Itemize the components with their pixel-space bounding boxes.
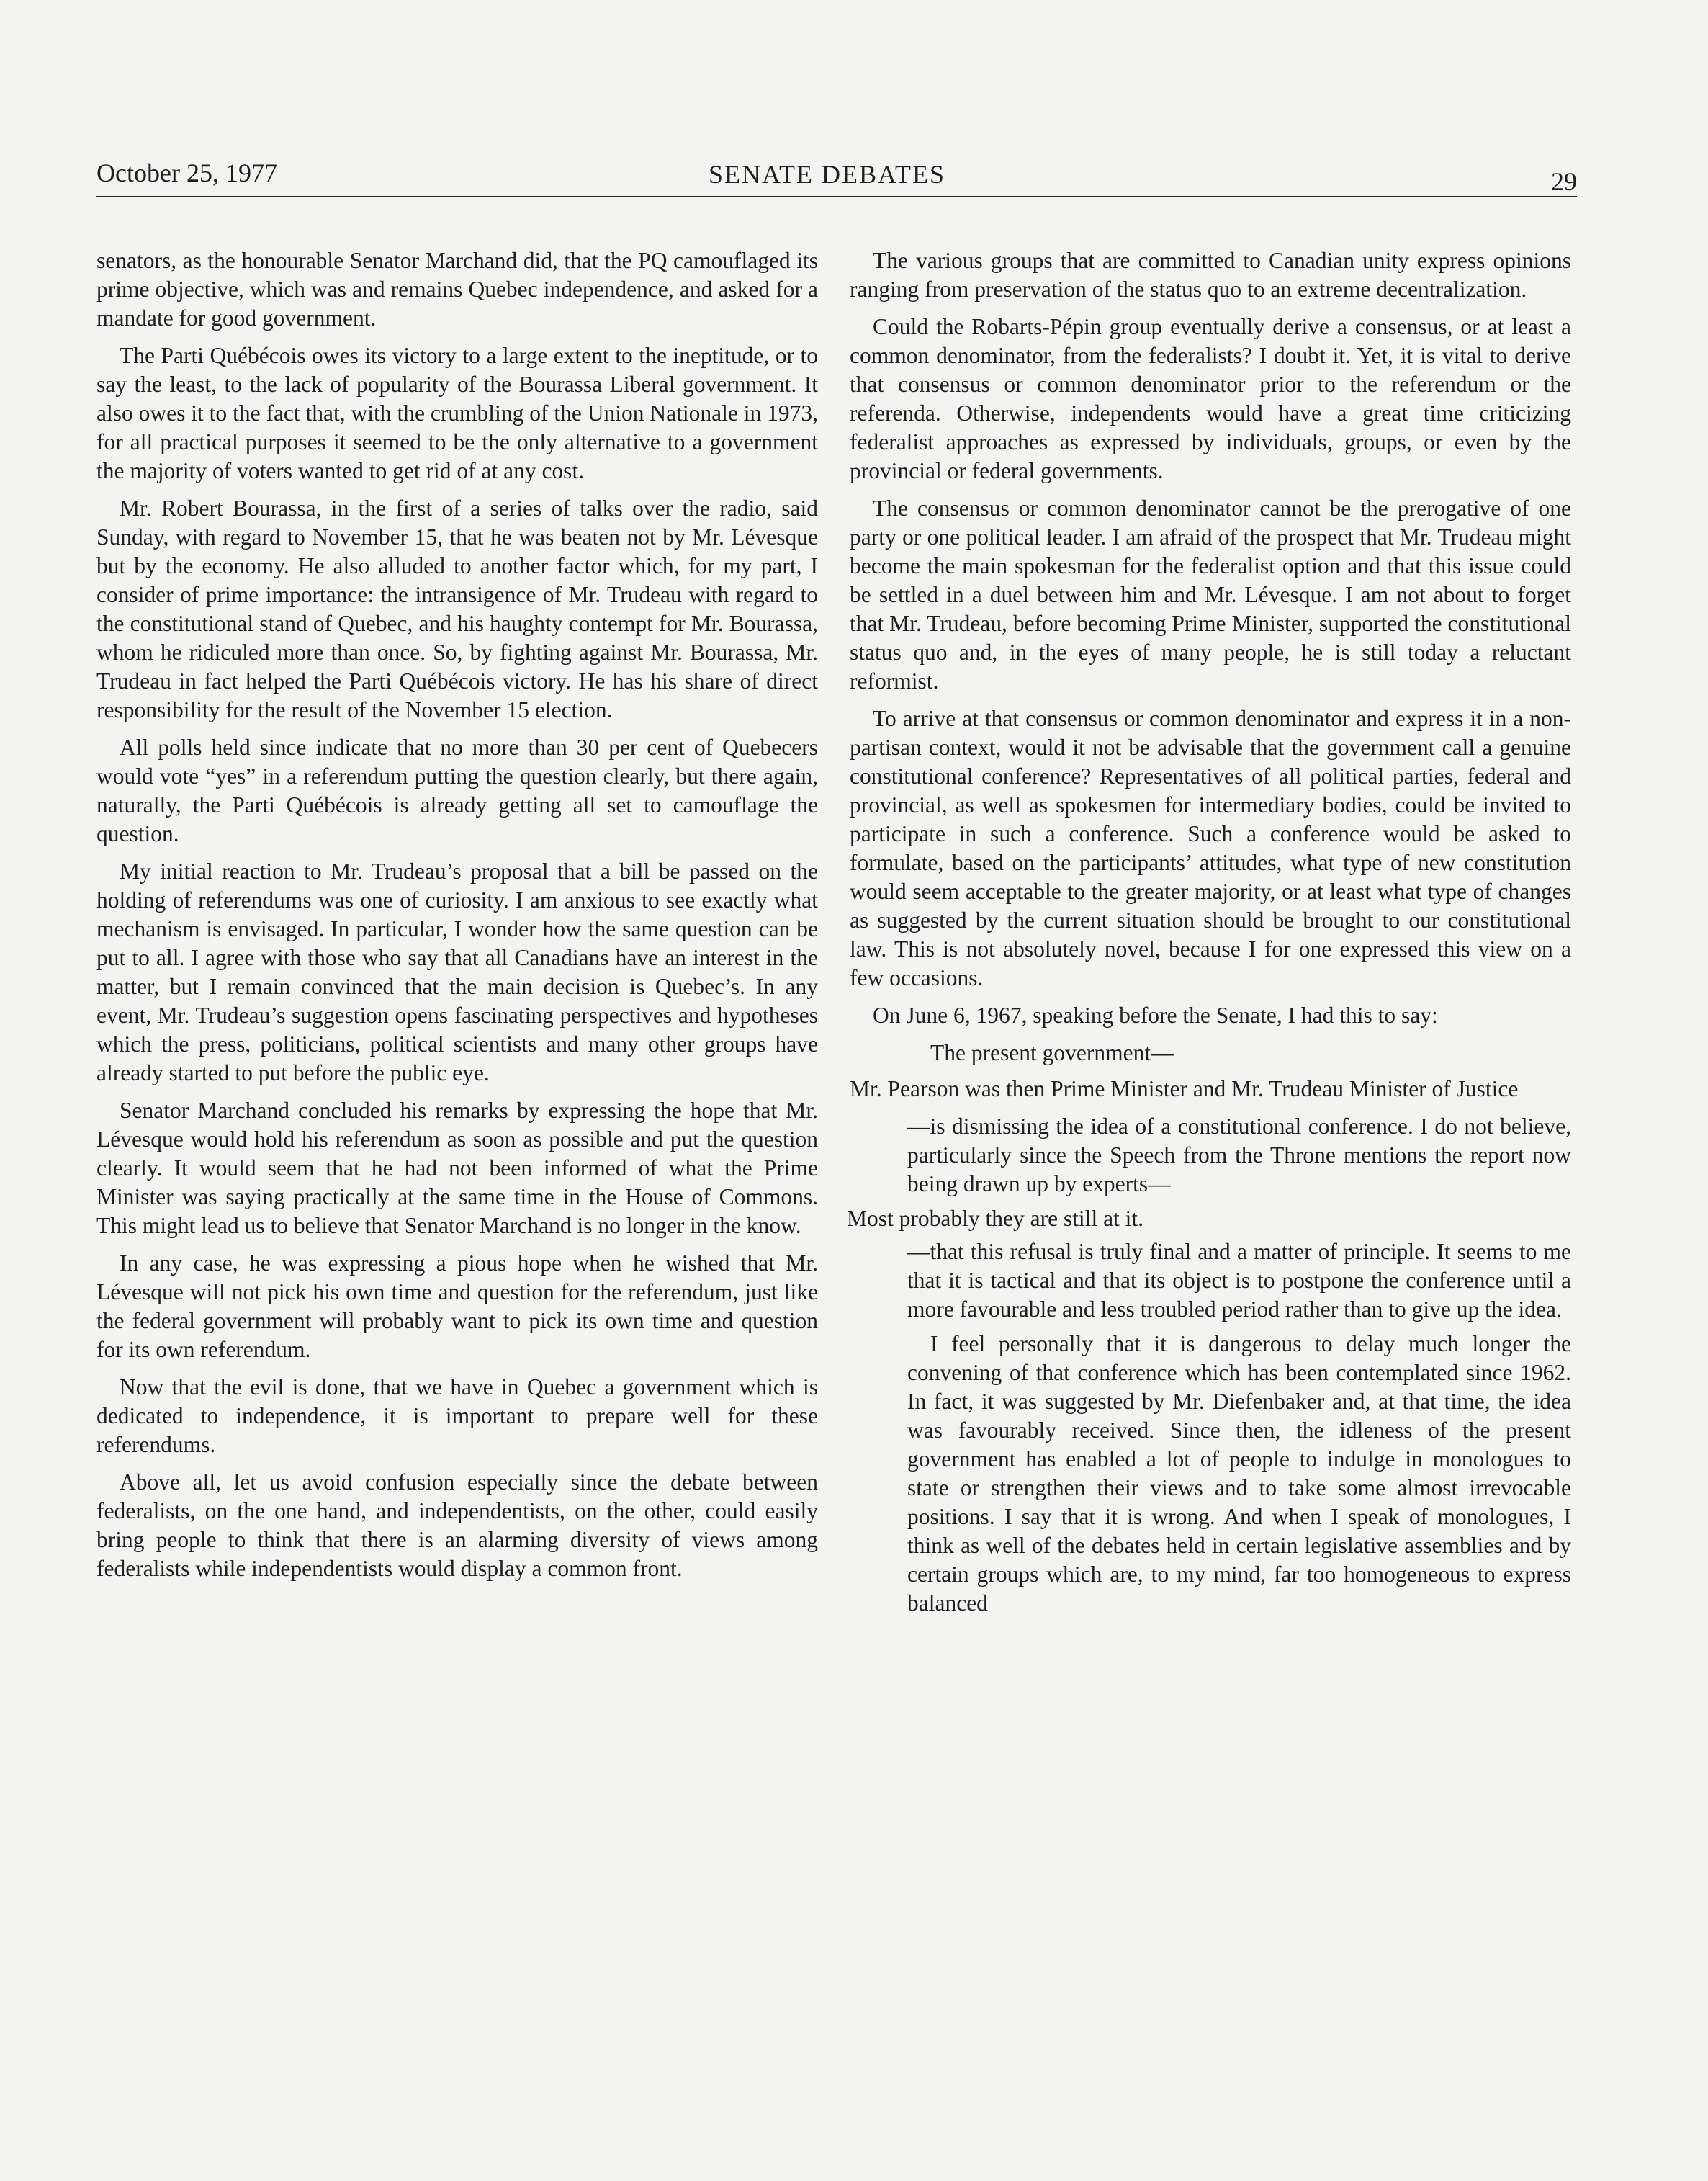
aside-note: Most probably they are still at it. — [847, 1206, 1144, 1231]
paragraph: To arrive at that consensus or common denominator and express it in a non-partisan context, would it not be advisable that the government call a genuine constitutional conference? Representatives of all political parties, federal and provincial, as well as spokesmen for intermediary bodies, could be invited to participate in such a conference. Such a conference would be asked to formulate, based on the participants’ attitudes, what type of new constitution would seem acceptable to the greater majority, or at least what type of changes as suggested by the current situation should be brought to our constitutional law. This is not absolutely novel, because I for one expressed this view on a few occasions. — [850, 706, 1571, 990]
paragraph: senators, as the honourable Senator Marchand did, that the PQ camouflaged its prime objective, which was and remains Quebec independence, and asked for a mandate for good government. — [96, 248, 818, 331]
paragraph: The Parti Québécois owes its victory to a large extent to the ineptitude, or to say the least, to the lack of popularity of the Bourassa Liberal government. It also owes it to the fact that, with the crumbling of the Union Nationale in 1973, for all practical purposes it seemed to be the only alternative to a government the majority of voters wanted to get rid of at any cost. — [96, 343, 818, 483]
paragraph: All polls held since indicate that no more than 30 per cent of Quebecers would vote “yes” in a referendum putting the question clearly, but there again, naturally, the Parti Québécois is already getting all set to camouflage the question. — [96, 735, 818, 846]
quotation: I feel personally that it is dangerous to delay much longer the convening of that conference which has been contemplated since 1962. In fact, it was suggested by Mr. Diefenbaker and, at that time, the idea was favourably received. Since then, the idleness of the present government has enabled a lot of people to indulge in monologues to state or strengthen their views and to take some almost irrevocable positions. I say that it is wrong. And when I speak of monologues, I think as well of the debates held in certain legislative assemblies and by certain groups which are, to my mind, far too homogeneous to express balanced — [907, 1331, 1571, 1616]
header-rule — [96, 196, 1577, 197]
right-column — [847, 246, 1571, 1625]
paragraph: Now that the evil is done, that we have in Quebec a government which is dedicated to independence, it is important to prepare well for these referendums. — [96, 1374, 818, 1457]
page-number: 29 — [1551, 167, 1577, 196]
aside-note: Mr. Pearson was then Prime Minister and Mr. Trudeau Minister of Justice — [850, 1076, 1519, 1101]
paragraph: The consensus or common denominator cannot be the prerogative of one party or one political leader. I am afraid of the prospect that Mr. Trudeau might become the main spokesman for the federalist option and that this issue could be settled in a duel between him and Mr. Lévesque. I am not about to forget that Mr. Trudeau, before becoming Prime Minister, supported the constitutional status quo and, in the eyes of many people, he is still today a reluctant reformist. — [850, 496, 1571, 694]
paragraph: In any case, he was expressing a pious hope when he wished that Mr. Lévesque will not pick his own time and question for the referendum, just like the federal government will probably want to pick its own time and question for its own referendum. — [96, 1250, 818, 1362]
paragraph: On June 6, 1967, speaking before the Senate, I had this to say: — [873, 1003, 1438, 1028]
header-title: SENATE DEBATES — [709, 160, 946, 189]
paragraph: Senator Marchand concluded his remarks by expressing the hope that Mr. Lévesque would hold his referendum as soon as possible and put the question clearly. It would seem that he had not been informed of what the Prime Minister was saying practically at the same time in the House of Commons. This might lead us to believe that Senator Marchand is no longer in the know. — [96, 1098, 818, 1238]
paragraph: My initial reaction to Mr. Trudeau’s proposal that a bill be passed on the holding of referendums was one of curiosity. I am anxious to see exactly what mechanism is envisaged. In particular, I wonder how the same question can be put to all. I agree with those who say that all Canadians have an interest in the matter, but I remain convinced that the main decision is Quebec’s. In any event, Mr. Trudeau’s suggestion opens fascinating perspectives and hypotheses which the press, politicians, political scientists and many other groups have already started to put before the public eye. — [96, 859, 818, 1085]
quotation: —that this refusal is truly final and a matter of principle. It seems to me that it is tactical and that its object is to postpone the conference until a more favourable and less troubled period rather than to give up the idea. — [907, 1239, 1571, 1322]
paragraph: The various groups that are committed to Canadian unity express opinions ranging from preservation of the status quo to an extreme decentralization. — [850, 248, 1571, 302]
header-date: October 25, 1977 — [96, 158, 277, 187]
paragraph: Above all, let us avoid confusion especially since the debate between federalists, on the one hand, and independentists, on the other, could easily bring people to think that there is an alarming diversity of views among federalists while independentists would display a common front. — [96, 1469, 818, 1581]
paragraph: Mr. Robert Bourassa, in the first of a series of talks over the radio, said Sunday, with regard to November 15, that he was beaten not by Mr. Lévesque but by the economy. He also alluded to another factor which, for my part, I consider of prime importance: the intransigence of Mr. Trudeau with regard to the constitutional stand of Quebec, and his haughty contempt for Mr. Bourassa, whom he ridiculed more than once. So, by fighting against Mr. Bourassa, Mr. Trudeau in fact helped the Parti Québécois victory. He has his share of direct responsibility for the result of the November 15 election. — [96, 496, 818, 722]
quotation: The present government— — [930, 1040, 1174, 1065]
left-column — [96, 246, 818, 1592]
page-header — [96, 160, 1577, 200]
paragraph: Could the Robarts-Pépin group eventually derive a consensus, or at least a common denominator, from the federalists? I doubt it. Yet, it is vital to derive that consensus or common denominator prior to the referendum or the referenda. Otherwise, independents would have a great time criticizing federalist approaches as expressed by individuals, groups, or even by the provincial or federal governments. — [850, 314, 1571, 483]
quotation: —is dismissing the idea of a constitutional conference. I do not believe, particularly since the Speech from the Throne mentions the report now being drawn up by experts— — [907, 1114, 1571, 1196]
